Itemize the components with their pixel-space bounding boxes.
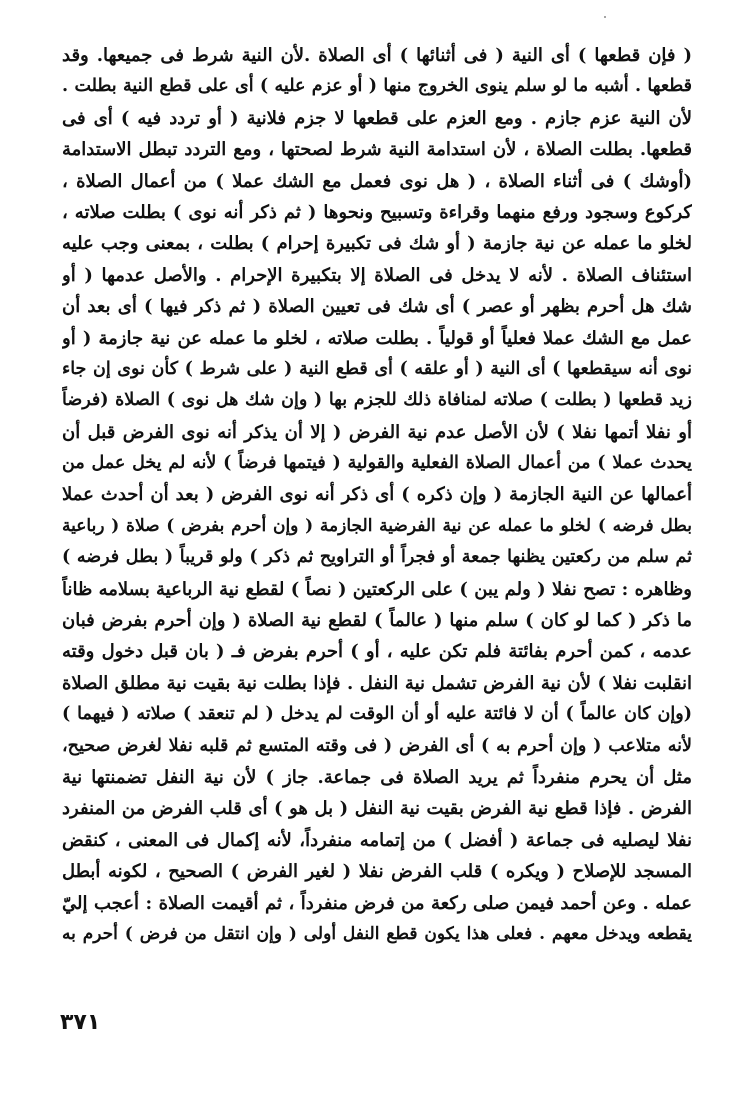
page-number: ٣٧١: [60, 1010, 101, 1035]
text-line: مثل أن يحرم منفرداً ثم يريد الصلاة فى جماعة. جاز ) لأن نية النفل تضمنتها نية: [62, 766, 692, 788]
text-line: الفرض . فإذا قطع نية الفرض بقيت نية النفل ( بل هو ) أى قلب الفرض من المنفرد: [62, 798, 692, 820]
text-line: المسجد للإصلاح ( ويكره ) قلب الفرض نفلا ( لغير الفرض ) الصحيح ، لكونه أبطل: [62, 861, 692, 883]
scan-speck: [604, 16, 606, 18]
text-line: أعمالها عن النية الجازمة ( وإن ذكره ) أى ذكر أنه نوى الفرض ( بعد أن أحدث عملا: [62, 484, 692, 506]
text-line: بطل فرضه ) لخلو ما عمله عن نية الفرضية الجازمة ( وإن أحرم بفرض ) صلاة ( رباعية: [62, 515, 692, 536]
text-line: يقطعه ويدخل معهم . فعلى هذا يكون قطع النفل أولى ( وإن انتقل من فرض ) أحرم به: [62, 923, 692, 944]
text-line: لخلو ما عمله عن نية جازمة ( أو شك فى تكبيرة إحرام ) بطلت ، بمعنى وجب عليه: [62, 233, 692, 255]
text-line: عدمه ، كمن أحرم بفائتة فلم تكن عليه ، أو ) أحرم بفرض فـ ( بان قبل دخول وقته: [62, 641, 692, 663]
text-line: (أوشك ) فى أثناء الصلاة ، ( هل نوى فعمل مع الشك عملا ) من أعمال الصلاة ،: [62, 170, 692, 192]
text-line: شك هل أحرم بظهر أو عصر ) أى شك فى تعيين الصلاة ( ثم ذكر فيها ) أى بعد أن: [62, 296, 692, 318]
text-line: استئناف الصلاة . لأنه لا يدخل فى الصلاة إلا بتكبيرة الإحرام . والأصل عدمها ( أو: [62, 264, 692, 286]
text-line: عمله . وعن أحمد فيمن صلى ركعة من فرض منفرداً ، ثم أقيمت الصلاة : أعجب إليّ: [62, 892, 692, 914]
text-line: ما ذكر ( كما لو كان ) سلم منها ( عالماً ) لقطع نية الصلاة ( وإن أحرم بفرض فبان: [62, 610, 692, 632]
text-line: لأنه متلاعب ( وإن أحرم به ) أى الفرض ( فى وقته المتسع ثم قلبه نفلا لغرض صحيح،: [62, 735, 692, 756]
text-line: كركوع وسجود ورفع منهما وقراءة وتسبيح ونحوها ( ثم ذكر أنه نوى ) بطلت صلاته ،: [62, 201, 692, 223]
text-line: (وإن كان عالماً ) أن لا فائتة عليه أو أن الوقت لم يدخل ( لم تنعقد ) صلاته ( فيهما ): [62, 704, 692, 725]
text-line: ( فإن قطعها ) أى النية ( فى أثنائها ) أى الصلاة .لأن النية شرط فى جميعها. وقد: [62, 45, 692, 66]
text-line: يحدث عملا ) من أعمال الصلاة الفعلية والقولية ( فيتمها فرضاً ) لأنه لم يخل عمل من: [62, 453, 692, 474]
text-line: ثم سلم من ركعتين يظنها جمعة أو فجراً أو التراويح ثم ذكر ) ولو قريباً ( بطل فرضه ): [62, 547, 692, 568]
text-line: لأن النية عزم جازم . ومع العزم على قطعها لا جزم فلانية ( أو تردد فيه ) أى فى: [62, 107, 692, 129]
text-line: قطعها . أشبه ما لو سلم ينوى الخروج منها ( أو عزم عليه ) أى على قطع النية بطلت .: [62, 76, 692, 97]
text-line: قطعها. بطلت الصلاة ، لأن استدامة النية شرط لصحتها ، ومع التردد تبطل الاستدامة: [62, 139, 692, 161]
text-line: وظاهره : تصح نفلا ( ولم يبن ) على الركعتين ( نصاً ) لقطع نية الرباعية بسلامه ظاناً: [62, 578, 692, 600]
text-line: نوى أنه سيقطعها ) أى النية ( أو علقه ) أى قطع النية ( على شرط ) كأن نوى إن جاء: [62, 358, 692, 379]
text-line: انقلبت نفلا ) لأن نية الفرض تشمل نية النفل . فإذا بطلت نية بقيت نية مطلق الصلاة: [62, 672, 692, 694]
text-line: أو نفلا أتمها نفلا ) لأن الأصل عدم نية الفرض ( إلا أن يذكر أنه نوى الفرض قبل أن: [62, 421, 692, 443]
text-line: عمل مع الشك عملا فعلياً أو قولياً . بطلت صلاته ، لخلو ما عمله عن نية جازمة ( أو: [62, 327, 692, 349]
text-line: زيد قطعها ( بطلت ) صلاته لمنافاة ذلك للجزم بها ( وإن شك هل نوى ) الصلاة (فرضاً: [62, 390, 692, 411]
page-body-text: [62, 40, 692, 950]
text-line: نفلا ليصليه فى جماعة ( أفضل ) من إتمامه منفرداً، لأنه إكمال فى المعنى ، كنقض: [62, 829, 692, 851]
